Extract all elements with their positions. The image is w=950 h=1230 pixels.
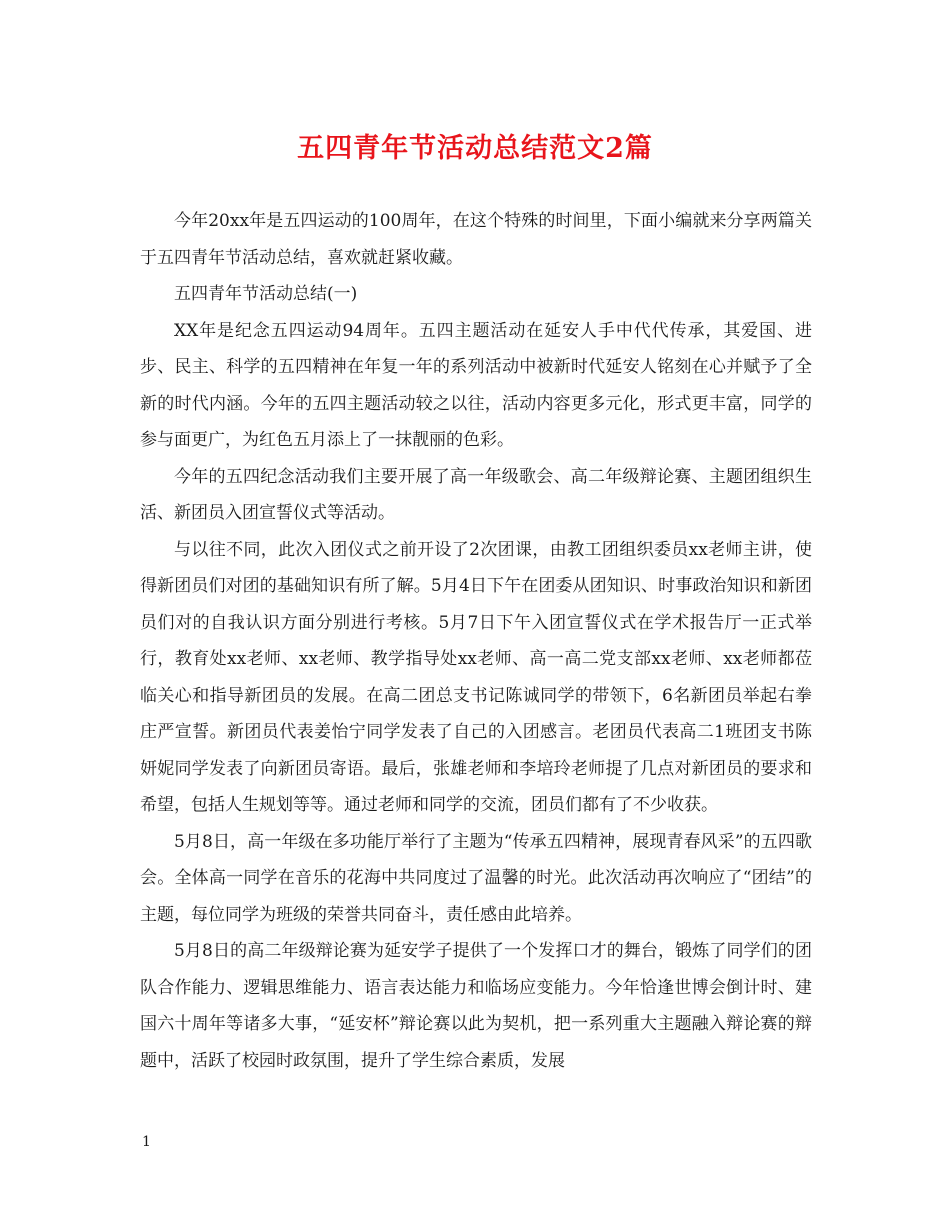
document-body (140, 203, 812, 1079)
document-title: 五四青年节活动总结范文2篇 (297, 133, 653, 164)
page-number: 1 (142, 1134, 151, 1150)
paragraph: 今年的五四纪念活动我们主要开展了高一年级歌会、高二年级辩论赛、主题团组织生活、新团员入团宣誓仪式等活动。 (140, 466, 812, 523)
paragraph-intro: 今年20xx年是五四运动的100周年，在这个特殊的时间里，下面小编就来分享两篇关于五四青年节活动总结，喜欢就赶紧收藏。 (140, 211, 812, 268)
paragraph: 5月8日，高一年级在多功能厅举行了主题为“传承五四精神，展现青春风采”的五四歌会。全体高一同学在音乐的花海中共同度过了温馨的时光。此次活动再次响应了“团结”的主题，每位同学为班级的荣誉共同奋斗，责任感由此培养。 (140, 831, 812, 925)
paragraph: XX年是纪念五四运动94周年。五四主题活动在延安人手中代代传承，其爱国、进步、民主、科学的五四精神在年复一年的系列活动中被新时代延安人铭刻在心并赋予了全新的时代内涵。今年的五四主题活动较之以往，活动内容更多元化，形式更丰富，同学的参与面更广，为红色五月添上了一抹靓丽的色彩。 (140, 320, 812, 450)
paragraph: 与以往不同，此次入团仪式之前开设了2次团课，由教工团组织委员xx老师主讲，使得新团员们对团的基础知识有所了解。5月4日下午在团委从团知识、时事政治知识和新团员们对的自我认识方面分别进行考核。5月7日下午入团宣誓仪式在学术报告厅一正式举行，教育处xx老师、xx老师、教学指导处xx老师、高一高二党支部xx老师、xx老师都莅临关心和指导新团员的发展。在高二团总支书记陈诚同学的带领下，6名新团员举起右拳庄严宣誓。新团员代表姜怡宁同学发表了自己的入团感言。老团员代表高二1班团支书陈妍妮同学发表了向新团员寄语。最后，张雄老师和李培玲老师提了几点对新团员的要求和希望，包括人生规划等等。通过老师和同学的交流，团员们都有了不少收获。 (140, 539, 812, 815)
paragraph: 5月8日的高二年级辩论赛为延安学子提供了一个发挥口才的舞台，锻炼了同学们的团队合作能力、逻辑思维能力、语言表达能力和临场应变能力。今年恰逢世博会倒计时、建国六十周年等诸多大事，“延安杯”辩论赛以此为契机，把一系列重大主题融入辩论赛的辩题中，活跃了校园时政氛围，提升了学生综合素质，发展 (140, 941, 812, 1071)
section-heading: 五四青年节活动总结(一) (174, 284, 358, 304)
